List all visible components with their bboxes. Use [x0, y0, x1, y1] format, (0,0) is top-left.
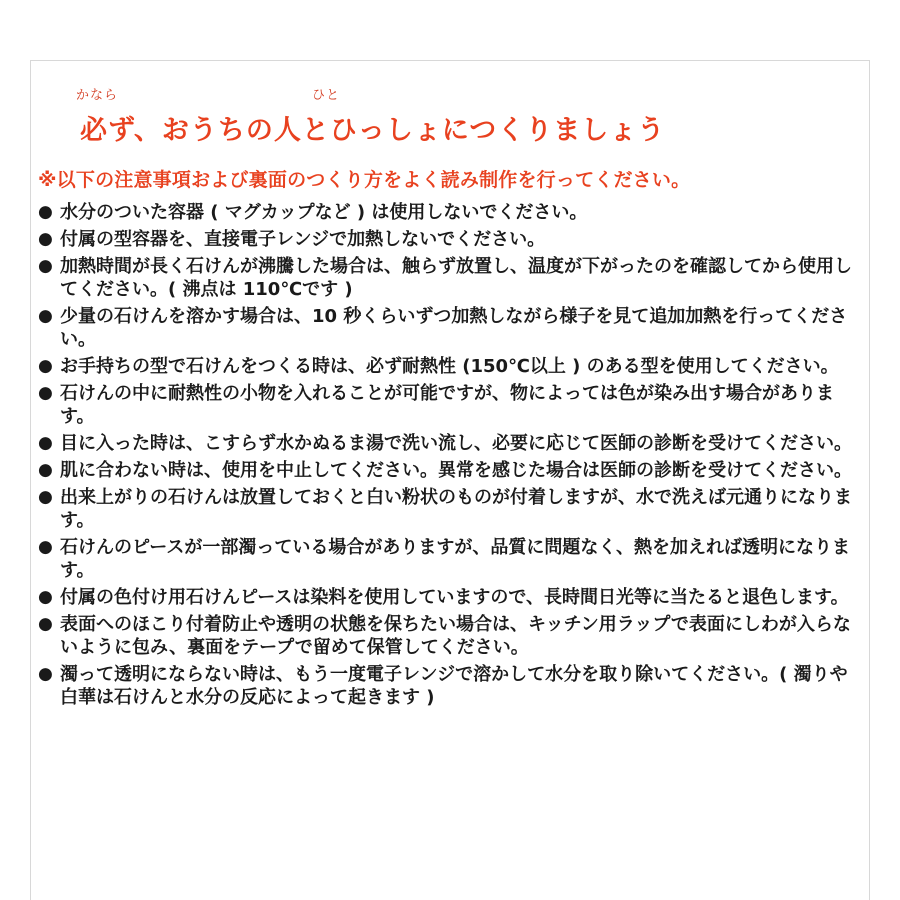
caution-item	[38, 382, 860, 428]
title-block	[72, 84, 832, 147]
caution-item	[38, 432, 860, 455]
bullet-icon: ●	[38, 356, 53, 376]
bullet-icon: ●	[38, 229, 53, 249]
caution-item	[38, 536, 860, 582]
caution-text: 濁って透明にならない時は、もう一度電子レンジで溶かして水分を取り除いてください。( 濁りや白華は石けんと水分の反応によって起きます )	[60, 664, 848, 708]
bullet-icon: ●	[38, 256, 53, 276]
caution-text: 出来上がりの石けんは放置しておくと白い粉状のものが付着しますが、水で洗えば元通りになります。	[60, 487, 852, 531]
caution-text: 付属の色付け用石けんピースは染料を使用していますので、長時間日光等に当たると退色します。	[60, 587, 849, 608]
caution-item	[38, 663, 860, 709]
caution-text: 石けんの中に耐熱性の小物を入れることが可能ですが、物によっては色が染み出す場合があります。	[60, 383, 834, 427]
furigana-hito: ひと	[312, 88, 341, 103]
caution-item	[38, 486, 860, 532]
caution-item	[38, 305, 860, 351]
bullet-icon: ●	[38, 587, 53, 607]
caution-text: 少量の石けんを溶かす場合は、10 秒くらいずつ加熱しながら様子を見て追加加熱を行ってください。	[60, 306, 848, 350]
bullet-icon: ●	[38, 306, 53, 326]
caution-text: 目に入った時は、こすらず水かぬるま湯で洗い流し、必要に応じて医師の診断を受けてください。	[60, 433, 852, 454]
caution-item	[38, 355, 860, 378]
page-title: 必ず、おうちの人とひっしょにつくりましょう	[80, 115, 666, 146]
furigana-row	[72, 84, 832, 104]
bullet-icon: ●	[38, 664, 53, 684]
caution-item	[38, 459, 860, 482]
bullet-icon: ●	[38, 614, 53, 634]
bullet-icon: ●	[38, 460, 53, 480]
bullet-icon: ●	[38, 433, 53, 453]
bullet-icon: ●	[38, 487, 53, 507]
bullet-icon: ●	[38, 383, 53, 403]
caution-text: 石けんのピースが一部濁っている場合がありますが、品質に問題なく、熱を加えれば透明になります。	[60, 537, 851, 581]
caution-text: 肌に合わない時は、使用を中止してください。異常を感じた場合は医師の診断を受けてください。	[60, 460, 852, 481]
caution-item	[38, 201, 860, 224]
caution-item	[38, 228, 860, 251]
bullet-icon: ●	[38, 537, 53, 557]
caution-list	[38, 201, 860, 713]
caution-text: 付属の型容器を、直接電子レンジで加熱しないでください。	[60, 229, 546, 250]
caution-item	[38, 586, 860, 609]
caution-text: 水分のついた容器 ( マグカップなど ) は使用しないでください。	[60, 202, 588, 223]
caution-item	[38, 613, 860, 659]
furigana-kanarazu: かなら	[76, 88, 119, 103]
caution-text: 加熱時間が長く石けんが沸騰した場合は、触らず放置し、温度が下がったのを確認してから使用してください。( 沸点は 110℃です )	[60, 256, 852, 300]
caution-text: お手持ちの型で石けんをつくる時は、必ず耐熱性 (150℃以上 ) のある型を使用してください。	[60, 356, 839, 377]
caution-text: 表面へのほこり付着防止や透明の状態を保ちたい場合は、キッチン用ラップで表面にしわが入らないように包み、裏面をテープで留めて保管してください。	[60, 614, 851, 658]
caution-item	[38, 255, 860, 301]
instruction-subnote: ※以下の注意事項および裏面のつくり方をよく読み制作を行ってください。	[38, 169, 691, 191]
bullet-icon: ●	[38, 202, 53, 222]
